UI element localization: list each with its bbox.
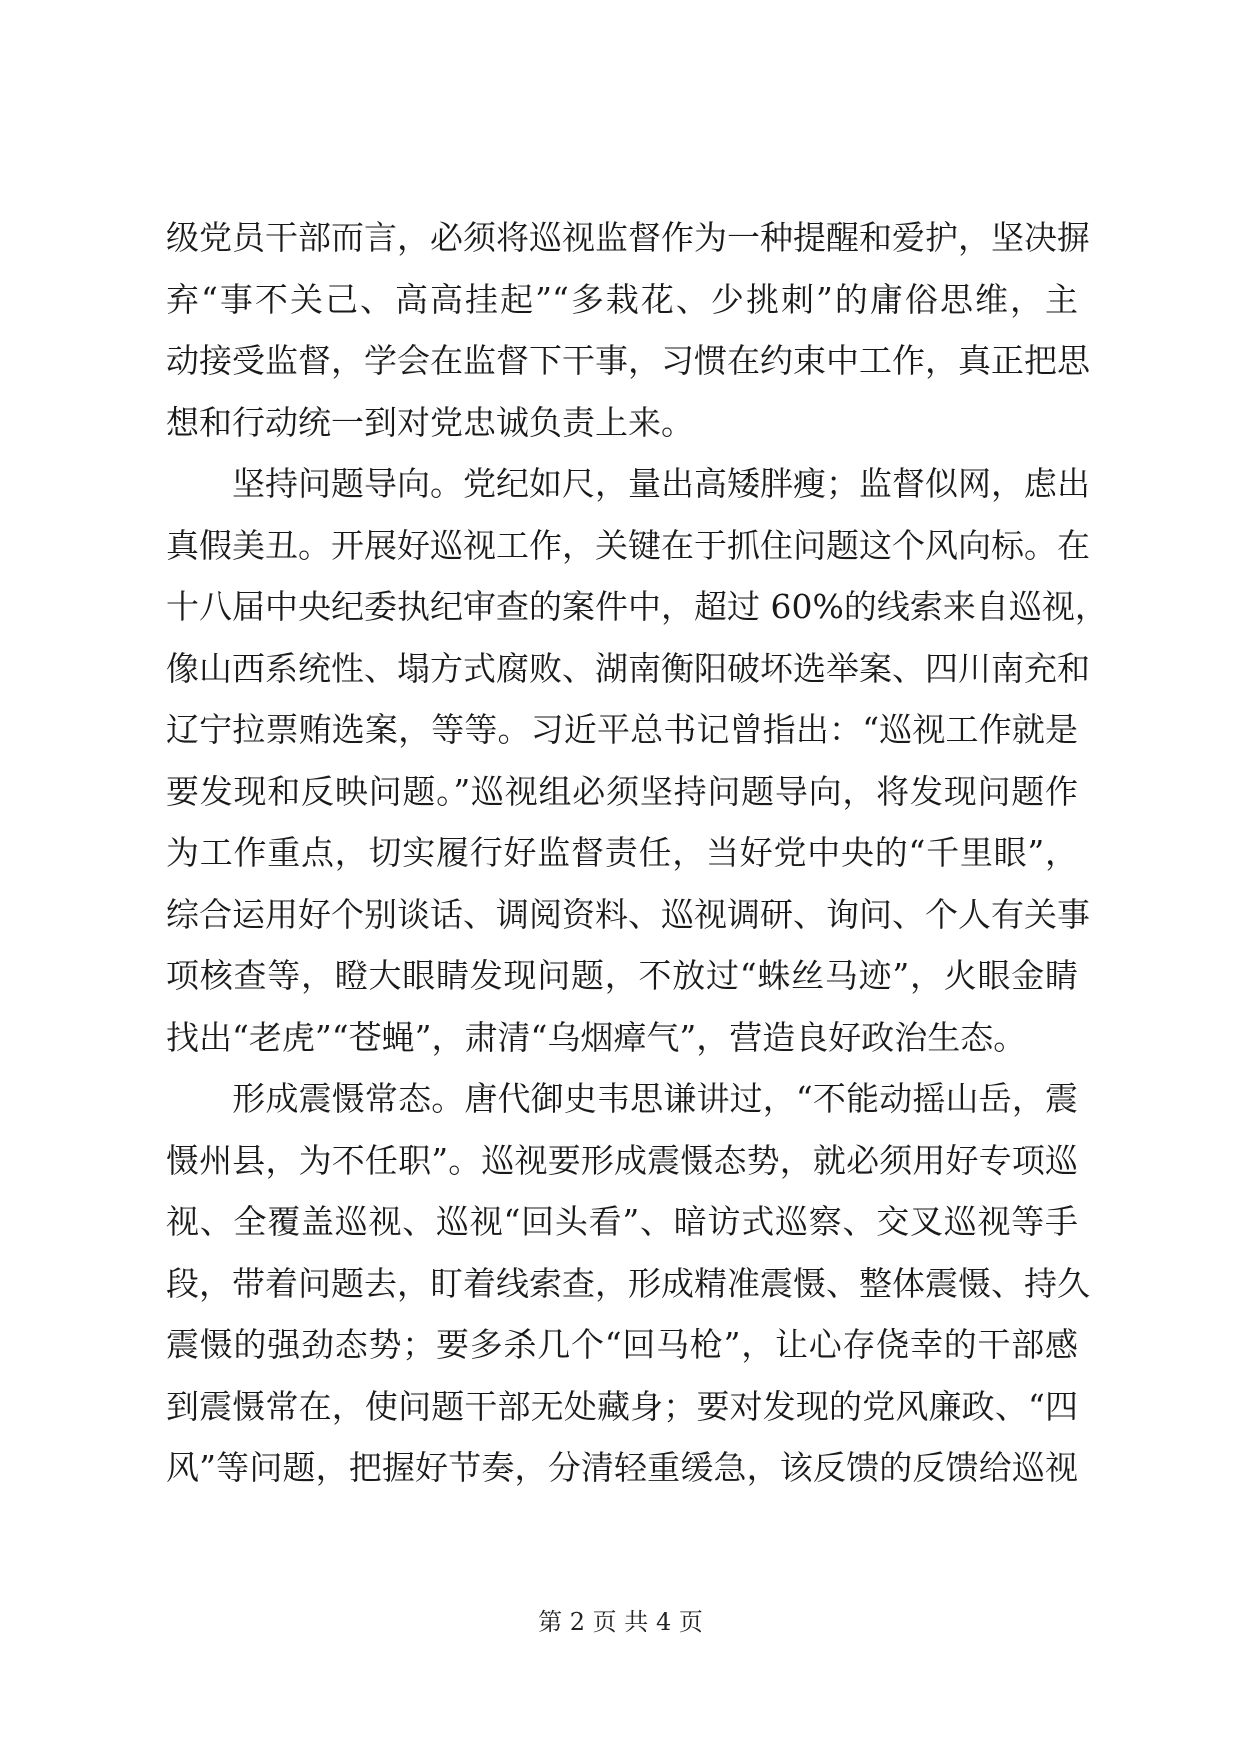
text-line: 十八届中央纪委执纪审查的案件中，超过 60%的线索来自巡视， <box>166 587 1108 626</box>
text-line: 找出“老虎”“苍蝇”，肃清“乌烟瘴气”，营造良好政治生态。 <box>166 1017 1027 1057</box>
text-line: 真假美丑。开展好巡视工作，关键在于抓住问题这个风向标。在 <box>166 525 1090 565</box>
text-line: 到震慑常在，使问题干部无处藏身；要对发现的党风廉政、“四 <box>166 1386 1078 1426</box>
text-line: 动接受监督，学会在监督下干事，习惯在约束中工作，真正把思 <box>166 341 1090 380</box>
body-text <box>166 207 1108 1499</box>
page-footer: 第 2 页 共 4 页 <box>538 1608 703 1636</box>
text-line: 综合运用好个别谈话、调阅资料、巡视调研、询问、个人有关事 <box>166 894 1090 934</box>
text-line: 想和行动统一到对党忠诚负责上来。 <box>166 402 694 442</box>
text-line: 风”等问题，把握好节奏，分清轻重缓急，该反馈的反馈给巡视 <box>166 1448 1078 1487</box>
text-line: 形成震慑常态。唐代御史韦思谦讲过，“不能动摇山岳，震 <box>166 1079 1078 1118</box>
text-line: 辽宁拉票贿选案，等等。习近平总书记曾指出：“巡视工作就是 <box>166 710 1078 749</box>
text-line: 级党员干部而言，必须将巡视监督作为一种提醒和爱护，坚决摒 <box>166 218 1090 257</box>
text-line: 视、全覆盖巡视、巡视“回头看”、暗访式巡察、交叉巡视等手 <box>166 1202 1078 1241</box>
text-line: 震慑的强劲态势；要多杀几个“回马枪”，让心存侥幸的干部感 <box>166 1325 1078 1364</box>
text-line: 坚持问题导向。党纪如尺，量出高矮胖瘦；监督似网，虑出 <box>166 464 1090 503</box>
text-line: 要发现和反映问题。”巡视组必须坚持问题导向，将发现问题作 <box>166 771 1078 811</box>
text-line: 项核查等，瞪大眼睛发现问题，不放过“蛛丝马迹”，火眼金睛 <box>166 956 1078 995</box>
text-line: 像山西系统性、塌方式腐败、湖南衡阳破坏选举案、四川南充和 <box>166 648 1090 688</box>
text-line: 弃“事不关己、高高挂起”“多栽花、少挑刺”的庸俗思维，主 <box>166 279 1078 319</box>
text-line: 为工作重点，切实履行好监督责任，当好党中央的“千里眼”， <box>166 833 1078 872</box>
text-line: 段，带着问题去，盯着线索查，形成精准震慑、整体震慑、持久 <box>166 1263 1090 1303</box>
text-line: 慑州县，为不任职”。巡视要形成震慑态势，就必须用好专项巡 <box>166 1140 1078 1180</box>
